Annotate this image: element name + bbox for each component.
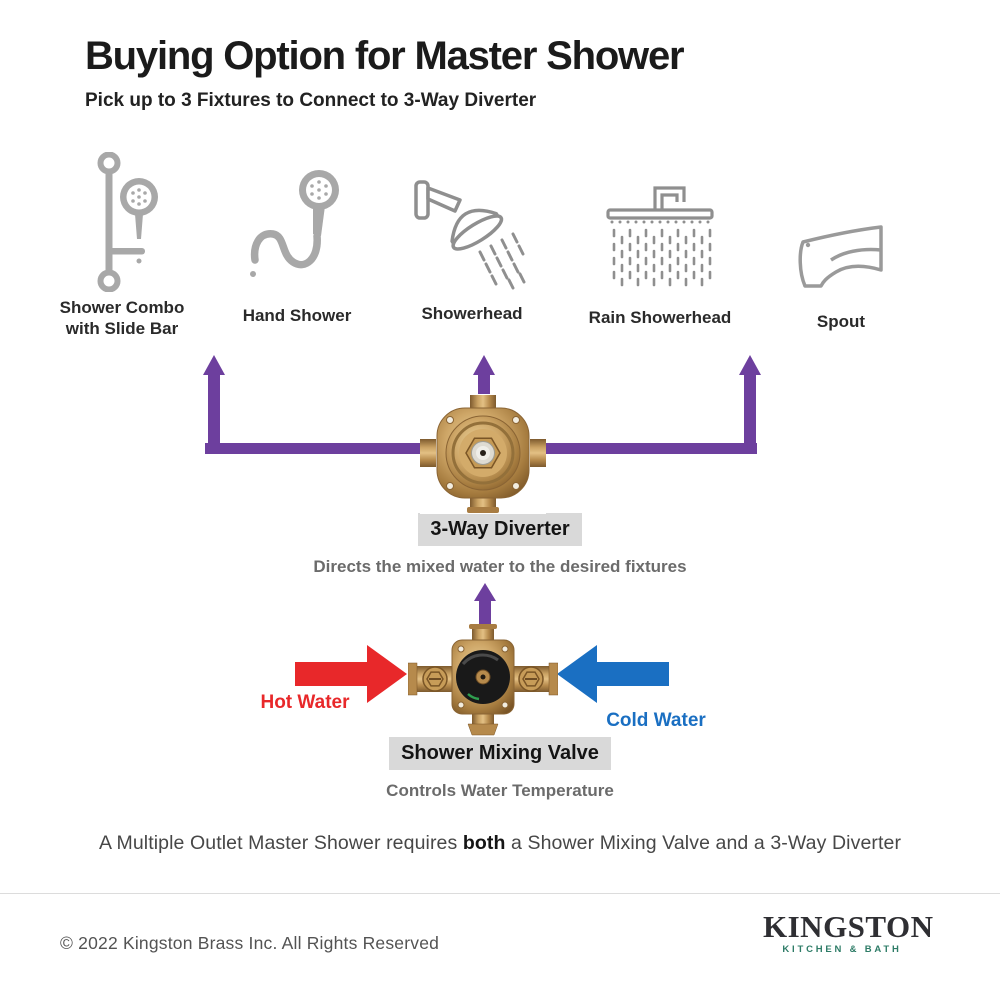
cold-water-arrow [557, 645, 669, 703]
page-subtitle: Pick up to 3 Fixtures to Connect to 3-Way Diverter [85, 90, 537, 111]
fixture-label: Rain Showerhead [588, 308, 732, 327]
spout-icon [791, 150, 891, 306]
mixing-valve-label-row [0, 737, 1000, 770]
arrow-up-left [203, 355, 225, 453]
copyright-text: © 2022 Kingston Brass Inc. All Rights Reserved [60, 933, 440, 953]
summary-bold: both [462, 832, 506, 854]
hot-water-label: Hot Water [260, 692, 350, 713]
summary-suffix: a Shower Mixing Valve and a 3-Way Diverter [505, 832, 902, 854]
summary-prefix: A Multiple Outlet Master Shower requires [98, 832, 463, 854]
fixture-spout [756, 150, 926, 333]
showerhead-icon [410, 150, 535, 298]
rain-showerhead-icon [600, 150, 720, 302]
fixture-showerhead [387, 150, 557, 325]
page-title: Buying Option for Master Shower [85, 34, 684, 78]
diverter-label: 3-Way Diverter [418, 513, 581, 546]
kingston-logo [763, 909, 934, 955]
fixture-label: Showerhead [421, 304, 523, 323]
kingston-logo-tagline: KITCHEN & BATH [782, 944, 902, 955]
hot-water-arrow [295, 645, 407, 703]
fixture-label: Spout [816, 312, 866, 331]
fixture-label: Hand Shower [242, 306, 352, 325]
mixing-valve-description: Controls Water Temperature [386, 781, 614, 800]
fixture-rain-showerhead [575, 150, 745, 329]
diverter-description: Directs the mixed water to the desired fixtures [313, 557, 687, 576]
mixing-valve-label: Shower Mixing Valve [389, 737, 611, 770]
fixture-hand-shower [212, 150, 382, 327]
fixture-label: Shower Combo with Slide Bar [59, 298, 185, 338]
arrow-up-right [739, 355, 761, 453]
fixture-shower-combo [37, 150, 207, 339]
summary-sentence [0, 832, 1000, 855]
hand-shower-icon [237, 150, 357, 300]
kingston-logo-wordmark: KINGSTON [763, 909, 934, 944]
shower-combo-slide-bar-icon [67, 150, 177, 292]
cold-water-label: Cold Water [606, 710, 706, 731]
three-way-diverter-image [420, 394, 546, 514]
shower-mixing-valve-image [408, 624, 558, 736]
diverter-label-row [0, 513, 1000, 546]
footer-divider [0, 893, 1000, 894]
